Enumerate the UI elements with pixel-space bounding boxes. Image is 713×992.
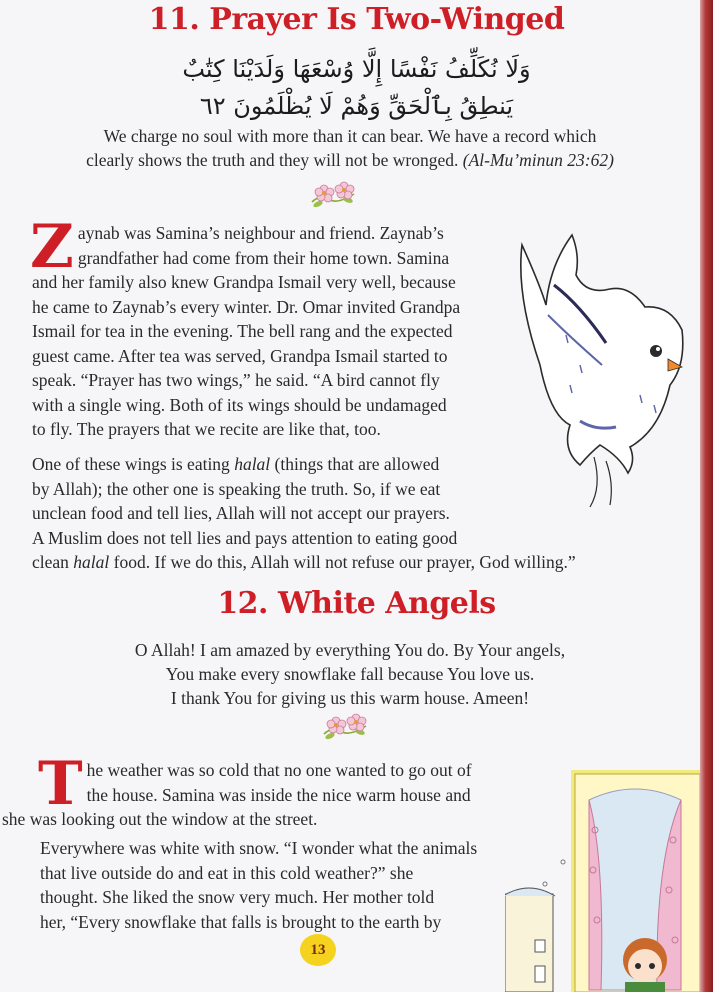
flower-ornament-icon <box>306 180 362 210</box>
paragraph-line: grandfather had come from their home town. Samina <box>77 247 450 268</box>
verse-translation <box>20 124 680 172</box>
paragraph-line: that live outside do and eat in this cold weather?” she <box>40 862 414 883</box>
text: food. If we do this, Allah will not refuse our prayer, God willing.” <box>109 552 576 572</box>
paragraph-line: thought. She liked the snow very much. Her mother told <box>40 887 435 907</box>
paragraph-line: speak. “Prayer has two wings,” he said. “A bird cannot fly <box>32 370 440 390</box>
prayer-line: I thank You for giving us this warm house. Ameen! <box>170 688 530 708</box>
flower-ornament-icon <box>318 712 374 742</box>
paragraph-line: he weather was so cold that no one wanted to go out of <box>86 760 472 780</box>
section-title-white-angels: 12. White Angels <box>217 586 496 621</box>
paragraph-zaynab <box>30 212 498 442</box>
paragraph-snow <box>40 836 530 934</box>
prayer-line: O Allah! I am amazed by everything You do. By Your angels, <box>134 640 566 660</box>
verse-text: clearly shows the truth and they will not be wronged. <box>86 150 459 170</box>
paragraph-line: aynab was Samina’s neighbour and friend. Zaynab’s <box>77 223 444 243</box>
paragraph-line: her, “Every snowflake that falls is brought to the earth by <box>40 911 442 932</box>
paragraph-line <box>32 550 632 575</box>
paragraph-line: she was looking out the window at the street. <box>2 809 318 829</box>
paragraph-line: by Allah); the other one is speaking the truth. So, if we eat <box>32 478 441 499</box>
paragraph-line: to fly. The prayers that we recite are like that, too. <box>32 419 381 439</box>
paragraph-line: he came to Zaynab’s every winter. Dr. Omar invited Grandpa <box>32 296 461 317</box>
verse-line: We charge no soul with more than it can bear. We have a record which <box>103 126 597 146</box>
paragraph-weather <box>2 749 532 832</box>
text: (things that are allowed <box>270 454 440 474</box>
section-title-prayer-two-winged: 11. Prayer Is Two-Winged <box>148 2 565 37</box>
text: clean <box>32 552 74 572</box>
paragraph-line: unclean food and tell lies, Allah will not accept our prayers. <box>32 503 450 523</box>
paragraph-line: guest came. After tea was served, Grandpa Ismail started to <box>32 345 448 366</box>
paragraph-line: and her family also knew Grandpa Ismail very well, because <box>32 272 456 292</box>
drop-cap: T <box>38 749 83 819</box>
paragraph-line: with a single wing. Both of its wings should be undamaged <box>32 394 447 415</box>
italic-term: halal <box>234 454 271 474</box>
paragraph-line: Everywhere was white with snow. “I wonder what the animals <box>40 838 478 858</box>
paragraph-line: Ismail for tea in the evening. The bell rang and the expected <box>32 321 453 341</box>
text: One of these wings is eating <box>32 454 235 474</box>
prayer-text <box>20 638 680 710</box>
dove-illustration <box>510 225 690 515</box>
page-edge <box>700 0 713 992</box>
prayer-line: You make every snowflake fall because You love us. <box>165 664 535 684</box>
page-number-badge: 13 <box>300 934 336 966</box>
paragraph-line: A Muslim does not tell lies and pays attention to eating good <box>32 527 458 548</box>
italic-term: halal <box>73 552 110 572</box>
paragraph-line: the house. Samina was inside the nice warm house and <box>86 784 471 805</box>
drop-cap: Z <box>30 212 74 282</box>
verse-line-last <box>20 148 680 172</box>
arabic-verse-line-1: وَلَا نُكَلِّفُ نَفْسًا إِلَّا وُسْعَهَا وَلَدَيْنَا كِتَٰبٌ <box>182 55 531 83</box>
window-girl-illustration <box>505 770 700 992</box>
verse-reference: (Al-Mu’minun 23:62) <box>462 150 614 170</box>
arabic-verse-line-2: يَنطِقُ بِٱلْحَقِّ وَهُمْ لَا يُظْلَمُونَ ٦٢ <box>199 92 514 120</box>
